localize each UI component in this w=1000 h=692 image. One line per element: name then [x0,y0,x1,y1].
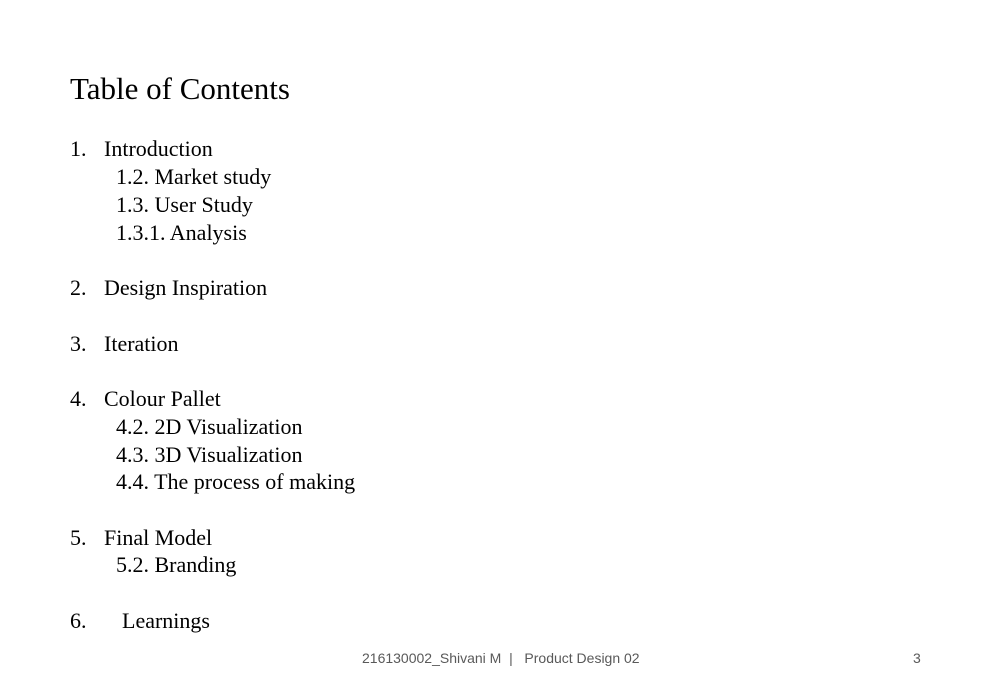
toc-entry-text: Colour Pallet [104,386,221,411]
toc-subentry-text: 4.2. 2D Visualization [116,414,303,439]
toc-entry-text: Iteration [104,331,179,356]
footer-author-course: 216130002_Shivani M | Product Design 02 [362,650,640,666]
toc-entry-number: 3. [70,331,87,356]
toc-subentry-3d-visualization [116,441,302,469]
page-number: 3 [913,650,921,666]
toc-entry-text: Learnings [122,608,210,633]
toc-subentry-text: 5.2. Branding [116,552,237,577]
toc-subentry-text: 1.2. Market study [116,164,272,189]
toc-entry-text: Final Model [104,525,213,550]
toc-entry-text: Introduction [104,136,213,161]
toc-entry-text: Design Inspiration [104,275,268,300]
toc-subentry-branding [116,551,236,579]
toc-entry-number: 4. [70,386,87,411]
page-title: Table of Contents [70,71,290,106]
toc-subentry-text: 4.4. The process of making [116,469,356,494]
toc-subentry-analysis [116,219,247,247]
toc-subentry-market-study [116,163,271,191]
toc-subentry-user-study [116,191,253,219]
toc-entry-number: 1. [70,136,87,161]
toc-entry-number: 6. [70,608,87,633]
toc-subentry-text: 1.3.1. Analysis [116,220,247,245]
toc-subentry-text: 4.3. 3D Visualization [116,442,303,467]
toc-entry-number: 2. [70,275,87,300]
toc-subentry-text: 1.3. User Study [116,192,253,217]
toc-entry-number: 5. [70,525,87,550]
page-footer [0,650,1000,670]
toc-subentry-process-of-making [116,468,355,496]
toc-subentry-2d-visualization [116,413,302,441]
